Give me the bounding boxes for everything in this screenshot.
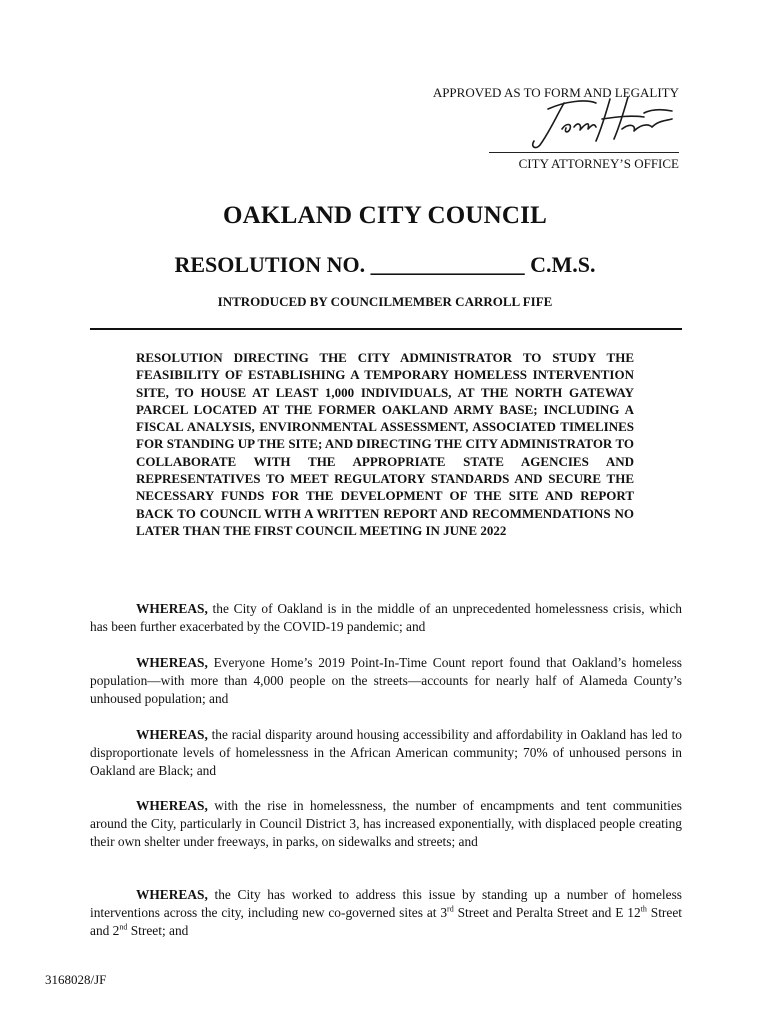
document-id: 3168028/JF <box>45 972 107 987</box>
ordinal-suffix: th <box>640 904 647 914</box>
whereas-lead: WHEREAS, <box>136 887 208 902</box>
whereas-lead: WHEREAS, <box>136 727 208 742</box>
whereas-text-part: Street; and <box>127 923 189 938</box>
whereas-text: the racial disparity around housing accessibility and affordability in Oakland has led to disproportionate levels of homelessness in the African American community; 70% of unhoused persons in Oakland are Black; and <box>90 727 682 778</box>
whereas-text: the City of Oakland is in the middle of an unprecedented homelessness crisis, which has been further exacerbated by the COVID-19 pandemic; and <box>90 601 682 634</box>
whereas-text: Everyone Home’s 2019 Point-In-Time Count report found that Oakland’s homeless population—with more than 4,000 people on the streets—accounts for nearly half of Alameda County’s unhoused population; and <box>90 655 682 706</box>
ordinal-suffix: nd <box>119 922 128 932</box>
resolution-summary: RESOLUTION DIRECTING THE CITY ADMINISTRATOR TO STUDY THE FEASIBILITY OF ESTABLISHING A TEMPORARY HOMELESS INTERVENTION SITE, TO HOUSE AT LEAST 1,000 INDIVIDUALS, AT THE NORTH GATEWAY PARCEL LOCATED AT THE FORMER OAKLAND ARMY BASE; INCLUDING A FISCAL ANALYSIS, ENVIRONMENTAL ASSESSMENT, ASSOCIATED TIMELINES FOR STANDING UP THE SITE; AND DIRECTING THE CITY ADMINISTRATOR TO COLLABORATE WITH THE APPROPRIATE STATE AGENCIES AND REPRESENTATIVES TO MEET REGULATORY STANDARDS AND SECURE THE NECESSARY FUNDS FOR THE DEVELOPMENT OF THE SITE AND REPORT BACK TO COUNCIL WITH A WRITTEN REPORT AND RECOMMENDATIONS NO LATER THAN THE FIRST COUNCIL MEETING IN JUNE 2022 <box>136 350 634 538</box>
whereas-lead: WHEREAS, <box>136 798 208 813</box>
whereas-clause-4 <box>90 797 682 851</box>
whereas-text-part: the City has worked to address this issue by standing up a number of homeless interventions across the city, including new co-governed sites at 3 <box>90 887 682 920</box>
whereas-text-part: Street and Peralta Street and E 12 <box>453 905 641 920</box>
whereas-lead: WHEREAS, <box>136 601 208 616</box>
whereas-clause-2 <box>90 654 682 708</box>
council-title: OAKLAND CITY COUNCIL <box>223 202 547 229</box>
title-divider <box>90 328 682 330</box>
whereas-lead: WHEREAS, <box>136 655 208 670</box>
whereas-clause-5 <box>90 886 682 940</box>
whereas-clause-3 <box>90 726 682 780</box>
approval-statement: APPROVED AS TO FORM AND LEGALITY <box>432 85 679 100</box>
introduced-by: INTRODUCED BY COUNCILMEMBER CARROLL FIFE <box>217 294 553 309</box>
whereas-text: with the rise in homelessness, the number of encampments and tent communities around the City, particularly in Council District 3, has increased exponentially, with displaced people creating their own shelter under freeways, in parks, on sidewalks and streets; and <box>90 798 682 849</box>
whereas-clause-1 <box>90 600 682 636</box>
ordinal-suffix: rd <box>447 904 454 914</box>
whereas-text-part: Street and 2 <box>90 905 682 938</box>
resolution-number: RESOLUTION NO. ______________ C.M.S. <box>174 252 596 277</box>
city-attorney-office: CITY ATTORNEY’S OFFICE <box>518 156 679 171</box>
signature-line <box>489 152 679 153</box>
attorney-signature <box>526 95 676 153</box>
